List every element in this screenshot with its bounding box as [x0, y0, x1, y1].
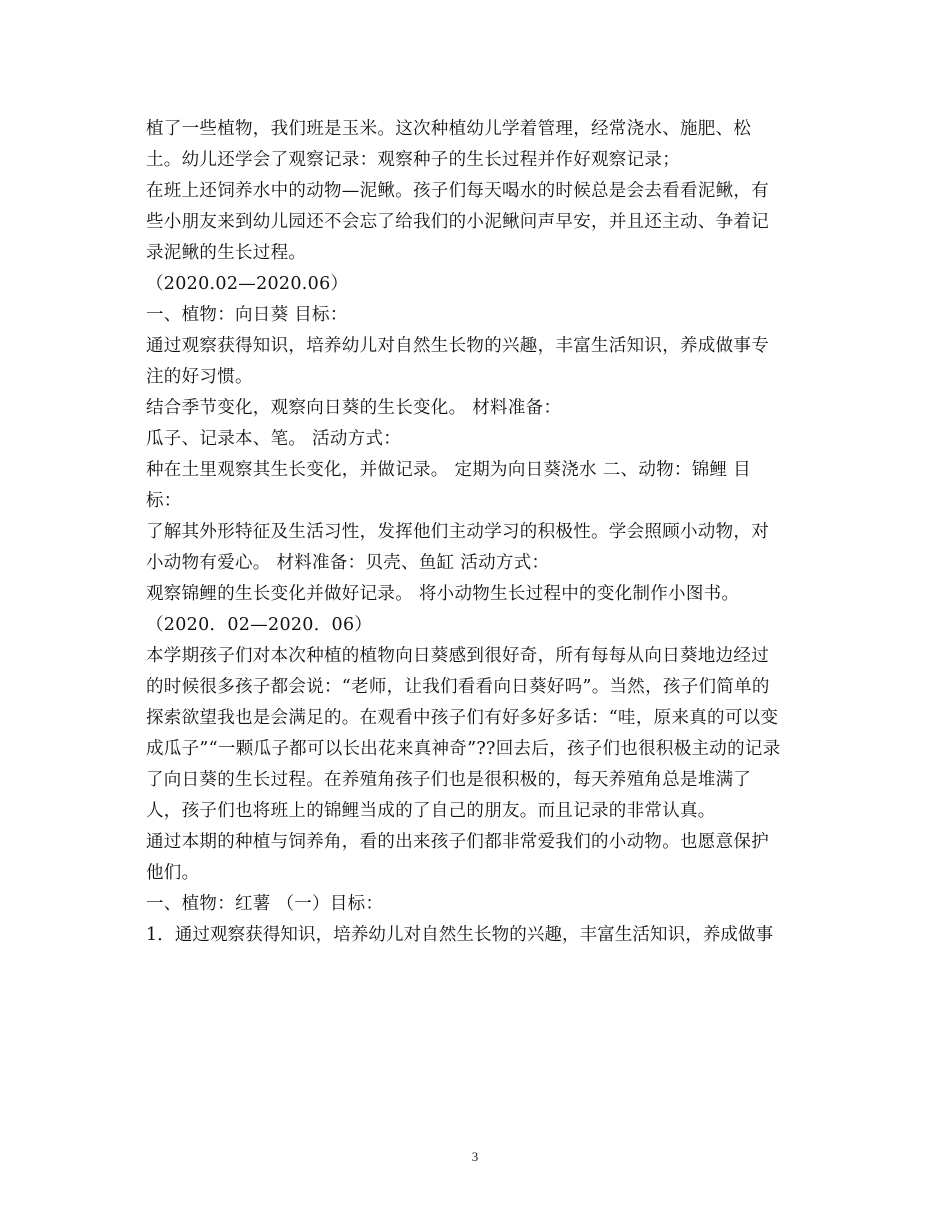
text-line: 了解其外形特征及生活习性，发挥他们主动学习的积极性。学会照顾小动物，对	[146, 522, 769, 542]
text-line: 瓜子、记录本、笔。 活动方式：	[146, 429, 402, 449]
text-line: 了向日葵的生长过程。在养殖角孩子们也是很积极的，每天养殖角总是堆满了	[146, 770, 752, 790]
text-line: 成瓜子”“一颗瓜子都可以长出花来真神奇”??回去后，孩子们也很积极主动的记录	[146, 739, 781, 759]
section-heading: 一、植物：红薯 （一）目标：	[146, 894, 384, 914]
text-line: 在班上还饲养水中的动物—泥鳅。孩子们每天喝水的时候总是会去看看泥鳅，有	[146, 181, 769, 201]
section-heading: 一、植物：向日葵 目标：	[146, 305, 348, 325]
text-line: 录泥鳅的生长过程。	[146, 243, 307, 263]
text-line: 植了一些植物，我们班是玉米。这次种植幼儿学着管理，经常浇水、施肥、松	[146, 119, 752, 139]
text-line: 的时候很多孩子都会说：“老师，让我们看看向日葵好吗”。当然，孩子们简单的	[146, 677, 770, 697]
text-line: 他们。	[146, 863, 200, 883]
date-range: （2020.02—2020.06）	[146, 274, 349, 294]
page-number: 3	[471, 1149, 479, 1164]
text-line: 观察锦鲤的生长变化并做好记录。 将小动物生长过程中的变化制作小图书。	[146, 584, 740, 604]
text-line: 种在土里观察其生长变化，并做记录。 定期为向日葵浇水 二、动物：锦鲤 目	[146, 460, 751, 480]
text-line: 小动物有爱心。 材料准备：贝壳、鱼缸 活动方式：	[146, 553, 550, 573]
text-line: 通过本期的种植与饲养角，看的出来孩子们都非常爱我们的小动物。也愿意保护	[146, 832, 769, 852]
text-line: 些小朋友来到幼儿园还不会忘了给我们的小泥鳅问声早安，并且还主动、争着记	[146, 212, 769, 232]
list-item: 1．通过观察获得知识，培养幼儿对自然生长物的兴趣，丰富生活知识，养成做事	[146, 925, 774, 945]
text-line: 本学期孩子们对本次种植的植物向日葵感到很好奇，所有每每从向日葵地边经过	[146, 646, 769, 666]
text-line: 人，孩子们也将班上的锦鲤当成的了自己的朋友。而且记录的非常认真。	[146, 801, 716, 821]
text-line: 探索欲望我也是会满足的。在观看中孩子们有好多好多话：“哇，原来真的可以变	[146, 708, 779, 728]
text-line: 注的好习惯。	[146, 367, 253, 387]
date-range: （2020．02—2020．06）	[146, 615, 373, 635]
text-line: 通过观察获得知识，培养幼儿对自然生长物的兴趣，丰富生活知识，养成做事专	[146, 336, 769, 356]
text-line: 土。幼儿还学会了观察记录：观察种子的生长过程并作好观察记录；	[146, 150, 680, 170]
document-body	[146, 114, 826, 951]
text-line: 结合季节变化，观察向日葵的生长变化。 材料准备：	[146, 398, 562, 418]
text-line: 标：	[146, 491, 182, 511]
